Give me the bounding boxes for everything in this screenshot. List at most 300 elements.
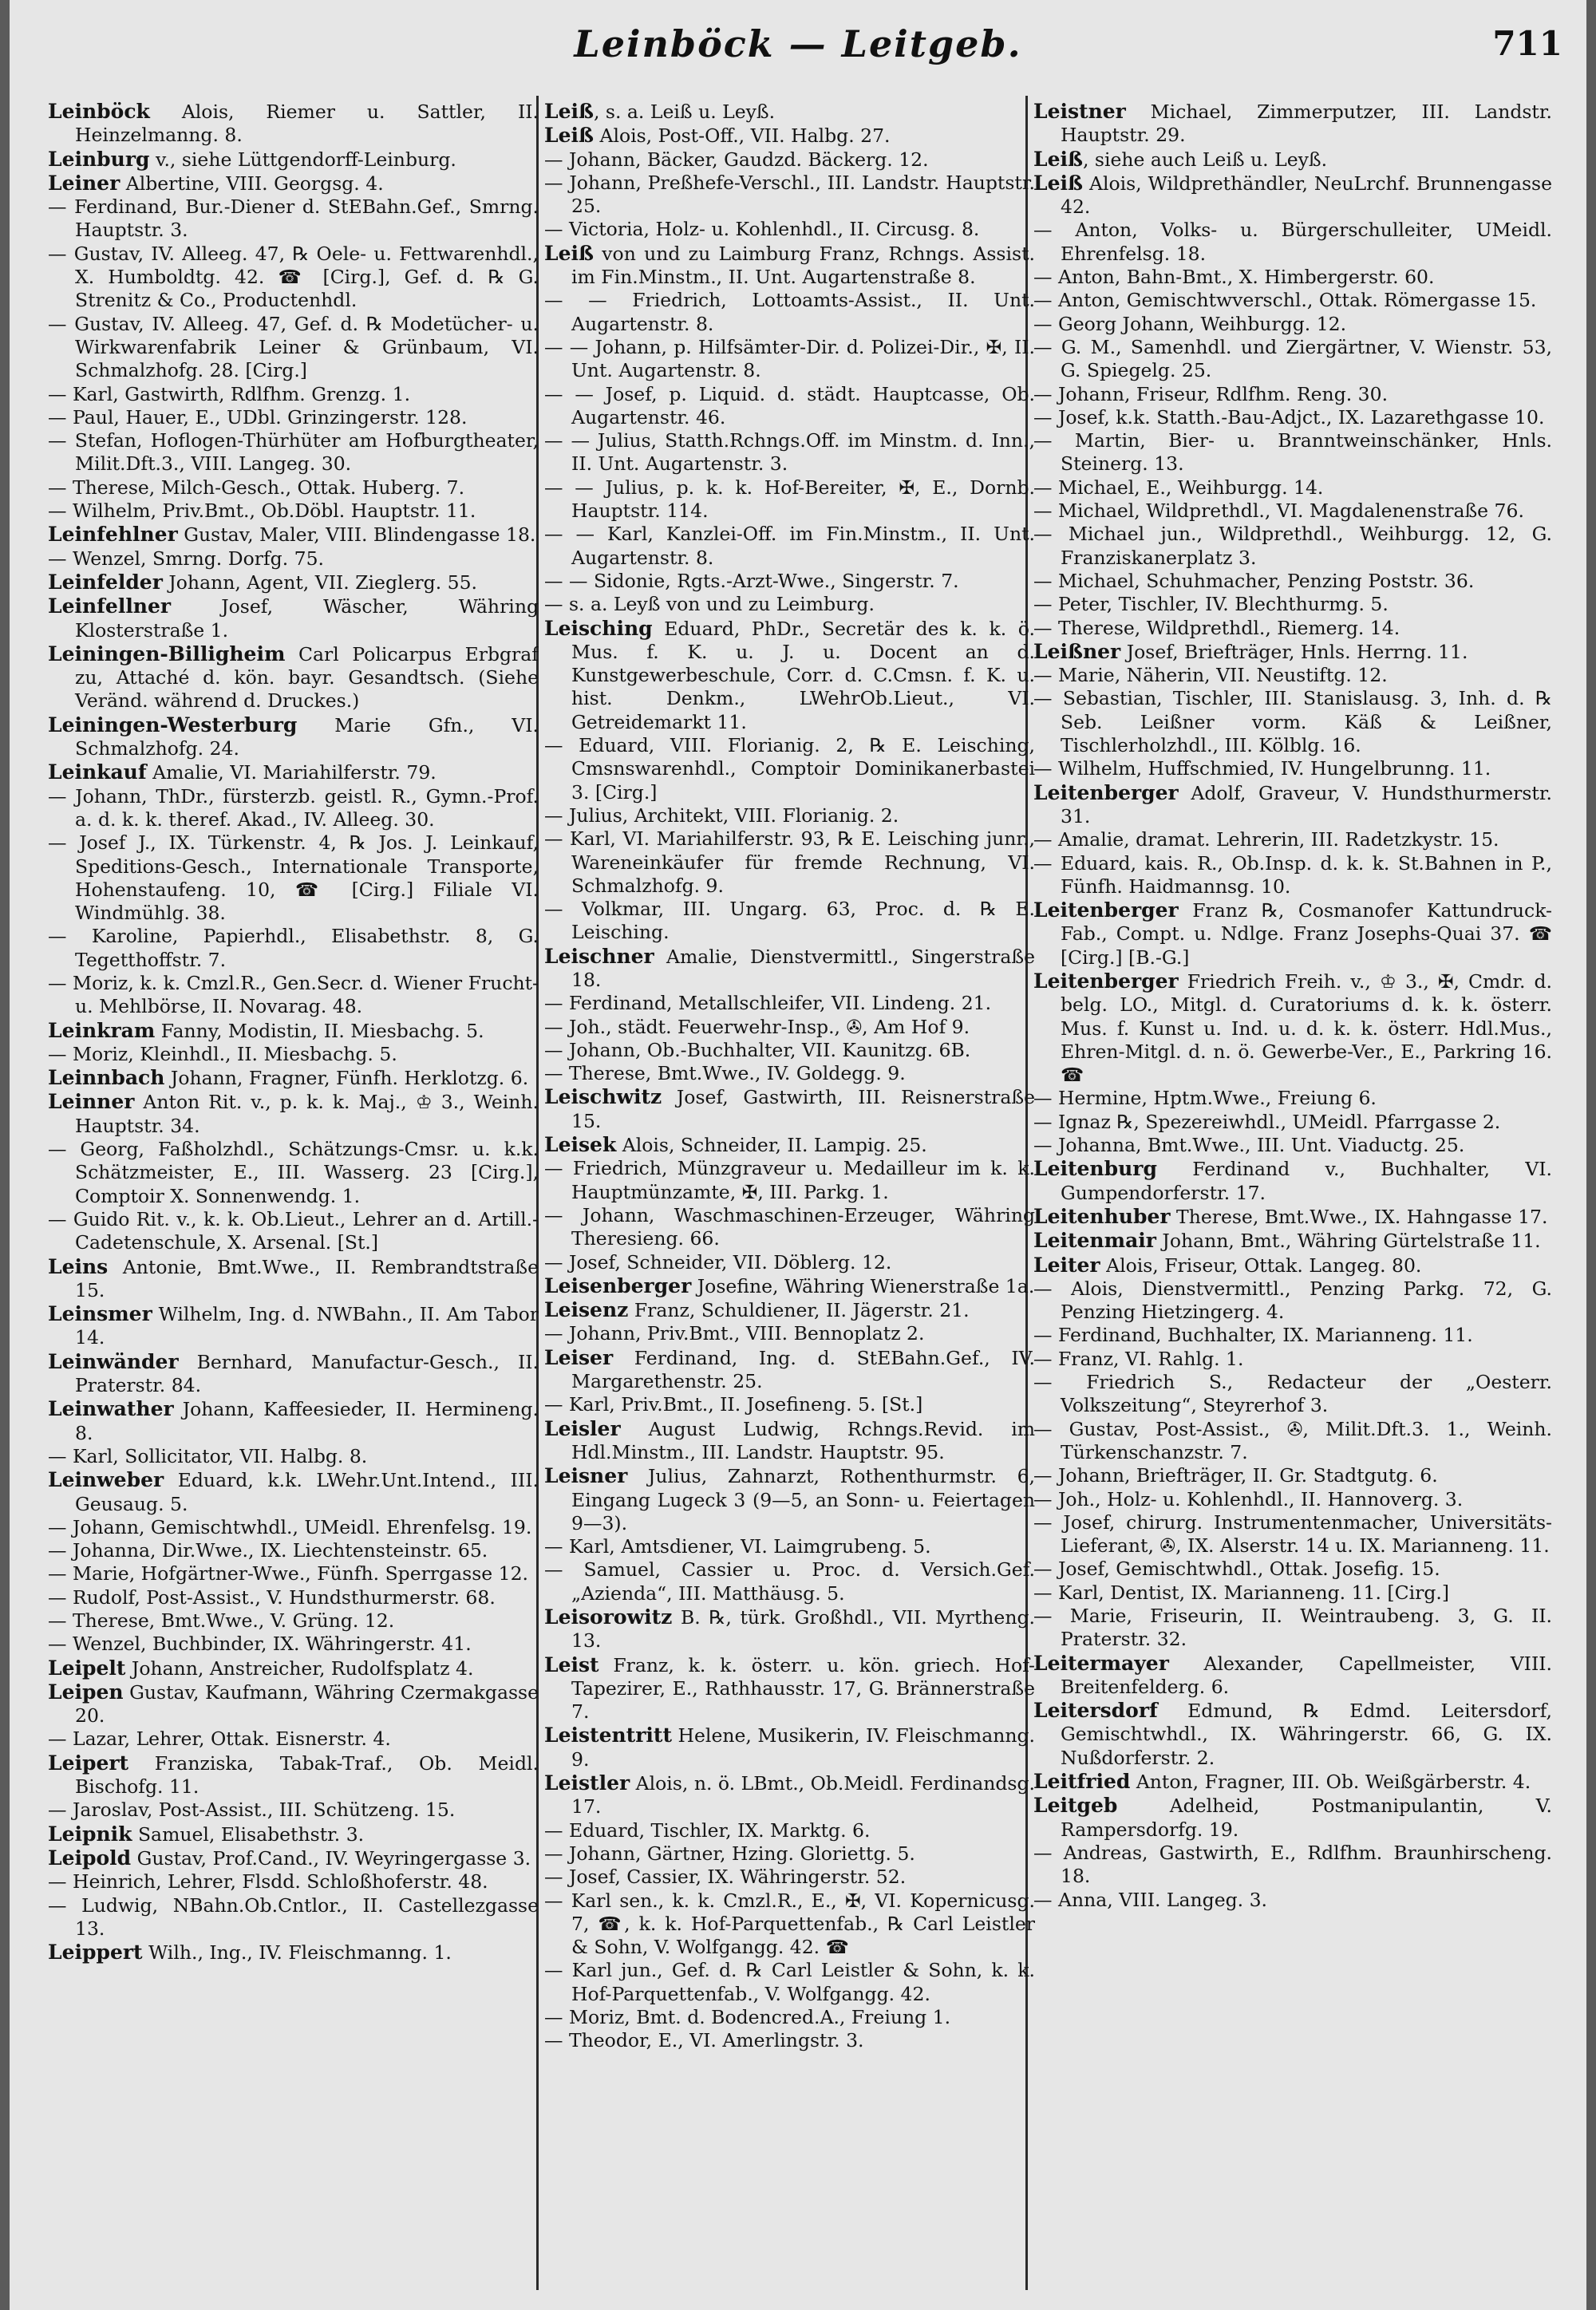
directory-entry (544, 1535, 1035, 1558)
directory-entry (1033, 593, 1552, 616)
directory-entry (1033, 1205, 1552, 1229)
directory-entry (1033, 1371, 1552, 1418)
entry-details: — Moriz, k. k. Cmzl.R., Gen.Secr. d. Wiener Frucht- u. Mehlbörse, II. Novarag. 48. (48, 971, 539, 1018)
entry-details: — Marie, Hofgärtner-Wwe., Fünfh. Sperrgasse 12. (48, 1562, 529, 1585)
entry-details: — Therese, Milch-Gesch., Ottak. Huberg. 7. (48, 476, 465, 499)
directory-entry (1033, 219, 1552, 266)
directory-entry (48, 1870, 539, 1893)
entry-details: — — Sidonie, Rgts.-Arzt-Wwe., Singerstr. 7. (544, 569, 959, 592)
entry-details: Albertine, VIII. Georgsg. 4. (125, 172, 384, 195)
entry-details: — Johann, Priv.Bmt., VIII. Bennoplatz 2. (544, 1322, 925, 1345)
entry-details: — Michael, Wildprethdl., VI. Magdalenenstraße 76. (1033, 500, 1524, 523)
directory-entry (1033, 172, 1552, 219)
directory-entry (544, 1819, 1035, 1842)
entry-details: — Josef, Gemischtwhdl., Ottak. Josefig. 15. (1033, 1558, 1440, 1581)
entry-details: — Michael, E., Weihburgg. 14. (1033, 476, 1324, 499)
directory-entry (48, 243, 539, 313)
directory-entry (1033, 898, 1552, 969)
entry-details: — Theodor, E., VI. Amerlingstr. 3. (544, 2029, 864, 2052)
entry-details: — Wenzel, Smrng. Dorfg. 75. (48, 547, 325, 570)
directory-entry (48, 713, 539, 761)
directory-entry (544, 476, 1035, 523)
entry-details: — Karl, Dentist, IX. Marianneng. 11. [Cirg.] (1033, 1581, 1450, 1604)
entry-details: — Gustav, IV. Alleeg. 47, ℞ Oele- u. Fettwarenhdl., X. Humboldtg. 42. ☎ [Cirg.], Gef. d. ℞ G. Strenitz & Co., Productenhdl. (48, 242, 539, 312)
entry-details: — Josef, Cassier, IX. Währingerstr. 52. (544, 1866, 907, 1889)
entry-details: — Martin, Bier- u. Branntweinschänker, Hnls. Steinerg. 13. (1033, 429, 1552, 476)
directory-entry (544, 1016, 1035, 1039)
entry-surname: Leisenberger (544, 1273, 692, 1297)
entry-details: — Paul, Hauer, E., UDbl. Grinzingerstr. 128. (48, 405, 468, 428)
entry-surname: Leinweber (48, 1468, 164, 1492)
entry-details: — Karl sen., k. k. Cmzl.R., E., ✠, VI. Kopernicusg. 7, ☎, k. k. Hof-Parquettenfab., ℞ Carl Leistler & Sohn, V. Wolfgangg. 42. ☎ (544, 1889, 1035, 1959)
entry-details: — Johann, ThDr., fürsterzb. geistl. R., Gymn.-Prof. a. d. k. k. theref. Akad., IV. Alleeg. 30. (48, 784, 539, 831)
directory-entry (48, 760, 539, 784)
directory-entry (544, 1417, 1035, 1465)
directory-entry (1033, 757, 1552, 780)
entry-surname: Leiß (1033, 171, 1083, 195)
directory-entry (544, 1605, 1035, 1653)
directory-entry (1033, 148, 1552, 172)
entry-surname: Leiter (1033, 1253, 1100, 1277)
entry-details: Franz, Schuldiener, II. Jägerstr. 21. (634, 1299, 970, 1322)
directory-entry (544, 945, 1035, 993)
directory-entry (1033, 664, 1552, 687)
directory-page (10, 0, 1586, 2310)
entry-details: — Lazar, Lehrer, Ottak. Eisnerstr. 4. (48, 1728, 391, 1751)
directory-entry (544, 1842, 1035, 1866)
entry-details: — Johann, Gärtner, Hzing. Gloriettg. 5. (544, 1842, 915, 1865)
entry-details: — — Julius, p. k. k. Hof-Bereiter, ✠, E., Dornb. Hauptstr. 114. (544, 476, 1035, 523)
directory-entry (544, 383, 1035, 430)
directory-entry (1033, 1324, 1552, 1347)
directory-entry (48, 1799, 539, 1822)
directory-entry (544, 2029, 1035, 2052)
entry-details: — Anton, Bahn-Bmt., X. Himbergerstr. 60. (1033, 266, 1435, 289)
entry-details: Therese, Bmt.Wwe., IX. Hahngasse 17. (1176, 1205, 1548, 1228)
entry-details: — Marie, Friseurin, II. Weintraubeng. 3, G. II. Praterstr. 32. (1033, 1605, 1552, 1651)
directory-entry (544, 1274, 1035, 1298)
entry-surname: Leiner (48, 171, 120, 195)
entry-details: — Wilhelm, Huffschmied, IV. Hungelbrunng. 11. (1033, 757, 1491, 780)
entry-details: — Friedrich S., Redacteur der „Oesterr. Volkszeitung“, Steyrerhof 3. (1033, 1371, 1552, 1417)
directory-entry (48, 1586, 539, 1609)
entry-details: Gustav, Prof.Cand., IV. Weyringergasse 3. (136, 1846, 531, 1870)
page-number: 711 (1492, 24, 1562, 63)
entry-surname: Leiningen-Billigheim (48, 642, 286, 665)
directory-entry (544, 1062, 1035, 1085)
entry-surname: Leipert (48, 1751, 129, 1775)
directory-entry (544, 124, 1035, 148)
entry-details: — Therese, Bmt.Wwe., V. Grüng. 12. (48, 1609, 395, 1632)
entry-details: Johann, Fragner, Fünfh. Herklotzg. 6. (170, 1067, 529, 1090)
entry-details: — Karl, VI. Mariahilferstr. 93, ℞ E. Leisching junr., Wareneinkäufer für fremde Rechnung, VI. Schmalzhofg. 9. (544, 827, 1035, 897)
directory-entry (1033, 1254, 1552, 1277)
entry-details: Alois, Post-Off., VII. Halbg. 27. (599, 124, 891, 148)
entry-surname: Leitenberger (1033, 898, 1179, 922)
directory-entry (544, 593, 1035, 616)
entry-details: Franz ℞, Cosmanofer Kattundruck-Fab., Compt. u. Ndlge. Franz Josephs-Quai 37. ☎ [Cirg.] [B.-G.] (1061, 899, 1552, 969)
entry-details: Wilhelm, Ing. d. NWBahn., II. Am Tabor 14. (75, 1303, 539, 1349)
entry-details: Edmund, ℞ Edmd. Leitersdorf, Gemischtwhdl., IX. Währingerstr. 66, G. IX. Nußdorferstr. 2. (1061, 1700, 1552, 1769)
entry-details: — Ferdinand, Buchhalter, IX. Marianneng. 11. (1033, 1324, 1473, 1347)
entry-surname: Leipold (48, 1846, 132, 1870)
directory-entry (544, 1724, 1035, 1771)
entry-details: — Ferdinand, Metallschleifer, VII. Lindeng. 21. (544, 992, 992, 1015)
entry-surname: Leisching (544, 616, 653, 640)
entry-details: — Peter, Tischler, IV. Blechthurmg. 5. (1033, 593, 1389, 616)
entry-surname: Leitenburg (1033, 1157, 1157, 1181)
directory-entry (544, 289, 1035, 336)
entry-details: Anton, Fragner, III. Ob. Weißgärberstr. 4. (1136, 1771, 1531, 1794)
directory-entry (544, 172, 1035, 219)
entry-details: Ferdinand v., Buchhalter, VI. Gumpendorferstr. 17. (1061, 1158, 1552, 1204)
entry-details: — Johann, Ob.-Buchhalter, VII. Kaunitzg. 6B. (544, 1038, 971, 1061)
entry-surname: Leischner (544, 944, 654, 968)
directory-entry (1033, 852, 1552, 899)
directory-entry (48, 1019, 539, 1043)
entry-details: — Guido Rit. v., k. k. Ob.Lieut., Lehrer an d. Artill.-Cadetenschule, X. Arsenal. [St.] (48, 1207, 539, 1254)
entry-details: — Josef, k.k. Statth.-Bau-Adjct., IX. Lazarethgasse 10. (1033, 405, 1545, 428)
entry-surname: Leiningen-Westerburg (48, 713, 298, 736)
directory-entry (48, 785, 539, 832)
entry-details: — Joh., städt. Feuerwehr-Insp., ✇, Am Hof 9. (544, 1015, 970, 1038)
running-head: Leinböck — Leitgeb. (574, 22, 1022, 65)
entry-surname: Leipelt (48, 1656, 126, 1680)
entry-details: — Jaroslav, Post-Assist., III. Schützeng. 15. (48, 1799, 456, 1822)
directory-entry (1033, 1418, 1552, 1465)
entry-surname: Leinkram (48, 1018, 156, 1042)
entry-surname: Leippert (48, 1941, 143, 1964)
entry-surname: Leins (48, 1254, 109, 1278)
directory-entry (48, 1066, 539, 1090)
directory-entry (48, 383, 539, 406)
entry-details: Friedrich Freih. v., ♔ 3., ✠, Cmdr. d. belg. LO., Mitgl. d. Curatoriums d. k. k. österr. Mus. f. Kunst u. Ind. u. d. k. k. österr. Hdl.Mus., Ehren-Mitgl. d. n. ö. Gewerbe-Ver., E., Parkring 16. ☎ (1061, 969, 1552, 1087)
directory-entry (48, 1445, 539, 1468)
directory-entry (1033, 640, 1552, 664)
column-3 (1033, 100, 1552, 2290)
directory-entry (544, 242, 1035, 290)
entry-details: — Sebastian, Tischler, III. Stanislausg. 3, Inh. d. ℞ Seb. Leißner vorm. Käß & Leißner, Tischlerholzhdl., III. Kölblg. 16. (1033, 687, 1552, 757)
entry-details: — — Josef, p. Liquid. d. städt. Hauptcasse, Ob. Augartenstr. 46. (544, 382, 1035, 428)
entry-details: — Johann, Gemischtwhdl., UMeidl. Ehrenfelsg. 19. (48, 1515, 532, 1538)
entry-details: Helene, Musikerin, IV. Fleischmanng. 9. (571, 1724, 1035, 1771)
directory-entry (544, 827, 1035, 898)
entry-details: — Josef J., IX. Türkenstr. 4, ℞ Jos. J. Leinkauf, Speditions-Gesch., Internationale Transporte, Hohenstaufeng. 10, ☎ [Cirg.] Filiale VI. Windmühlg. 38. (48, 831, 539, 925)
entry-details: Gustav, Kaufmann, Währing Czermakgasse 20. (75, 1680, 539, 1728)
entry-details: Eduard, k.k. LWehr.Unt.Intend., III. Geusaug. 5. (75, 1469, 539, 1515)
directory-entry (1033, 1581, 1552, 1605)
entry-details: Marie Gfn., VI. Schmalzhofg. 24. (75, 713, 539, 760)
entry-surname: Leißner (1033, 639, 1121, 663)
entry-surname: Leinsmer (48, 1302, 152, 1326)
entry-details: — Gustav, Post-Assist., ✇, Milit.Dft.3. 1., Weinh. Türkenschanzstr. 7. (1033, 1417, 1552, 1463)
directory-entry (1033, 1087, 1552, 1110)
entry-details: — Hermine, Hptm.Wwe., Freiung 6. (1033, 1087, 1377, 1110)
entry-details: B. ℞, türk. Großhdl., VII. Myrtheng. 13. (571, 1606, 1035, 1653)
directory-entry (48, 571, 539, 594)
entry-details: — Franz, VI. Rahlg. 1. (1033, 1347, 1244, 1370)
entry-details: Michael, Zimmerputzer, III. Landstr. Hauptstr. 29. (1061, 101, 1552, 147)
directory-entry (48, 642, 539, 713)
entry-details: Alois, Schneider, II. Lampig. 25. (622, 1134, 927, 1157)
entry-surname: Leitermayer (1033, 1651, 1169, 1675)
entry-details: — Moriz, Kleinhdl., II. Miesbachg. 5. (48, 1042, 397, 1065)
entry-details: — Wilhelm, Priv.Bmt., Ob.Döbl. Hauptstr. 11. (48, 500, 476, 523)
directory-entry (1033, 266, 1552, 289)
directory-entry (1033, 828, 1552, 851)
directory-entry (48, 547, 539, 571)
directory-entry (48, 594, 539, 642)
entry-details: — Stefan, Hoflogen-Thürhüter am Hofburgtheater, Milit.Dft.3., VIII. Langeg. 30. (48, 429, 539, 476)
directory-entry (544, 1157, 1035, 1204)
directory-entry (48, 313, 539, 383)
entry-details: — Victoria, Holz- u. Kohlenhdl., II. Circusg. 8. (544, 218, 980, 241)
entry-details: Johann, Bmt., Währing Gürtelstraße 11. (1162, 1230, 1541, 1253)
entry-details: Samuel, Elisabethstr. 3. (137, 1822, 365, 1846)
directory-entry (1033, 476, 1552, 500)
entry-details: — Ludwig, NBahn.Ob.Cntlor., II. Castellezgasse 13. (48, 1893, 539, 1940)
directory-entry (544, 1959, 1035, 2006)
entry-surname: Leistler (544, 1771, 630, 1795)
directory-entry (544, 1204, 1035, 1251)
directory-entry (544, 1653, 1035, 1724)
directory-entry (544, 898, 1035, 945)
entry-surname: Leitfried (1033, 1770, 1131, 1794)
directory-entry (544, 1133, 1035, 1157)
entry-surname: Leinfehlner (48, 523, 178, 547)
directory-entry (544, 617, 1035, 734)
directory-entry (48, 1728, 539, 1751)
directory-entry (1033, 289, 1552, 312)
entry-details: Johann, Agent, VII. Zieglerg. 55. (168, 571, 478, 594)
directory-entry (544, 148, 1035, 172)
entry-surname: Leisorowitz (544, 1605, 673, 1629)
directory-entry (544, 1558, 1035, 1605)
entry-details: Bernhard, Manufactur-Gesch., II. Praterstr. 84. (75, 1350, 539, 1397)
directory-entry (1033, 336, 1552, 383)
directory-entry (1033, 969, 1552, 1087)
entry-surname: Leitenberger (1033, 780, 1179, 804)
directory-entry (48, 1846, 539, 1870)
directory-entry (48, 1397, 539, 1445)
entry-details: — Ignaz ℞, Spezereiwhdl., UMeidl. Pfarrgasse 2. (1033, 1110, 1501, 1133)
directory-entry (1033, 523, 1552, 570)
entry-details: — Eduard, VIII. Florianig. 2, ℞ E. Leisching, Cmsnswarenhdl., Comptoir Dominikanerbastei 3. [Cirg.] (544, 734, 1035, 804)
entry-surname: Leinner (48, 1090, 135, 1114)
directory-entry (1033, 1558, 1552, 1581)
directory-entry (48, 972, 539, 1019)
entry-details: — Karl, Sollicitator, VII. Halbg. 8. (48, 1444, 368, 1467)
entry-surname: Leinwänder (48, 1349, 179, 1373)
entry-details: — Johann, Bäcker, Gaudzd. Bäckerg. 12. (544, 148, 929, 171)
entry-surname: Leischwitz (544, 1085, 662, 1109)
directory-entry (48, 1656, 539, 1680)
directory-entry (1033, 500, 1552, 523)
directory-entry (48, 1208, 539, 1255)
directory-entry (1033, 383, 1552, 406)
entry-details: Antonie, Bmt.Wwe., II. Rembrandtstraße 15. (75, 1255, 539, 1301)
entry-details: Carl Policarpus Erbgraf zu, Attaché d. kön. bayr. Gesandtsch. (Siehe Veränd. während d. Druckes.) (75, 642, 539, 713)
directory-entry (48, 1822, 539, 1846)
entry-surname: Leinkauf (48, 760, 147, 784)
entry-details: , s. a. Leiß u. Leyß. (593, 101, 776, 123)
entry-surname: Leitenmair (1033, 1229, 1156, 1253)
entry-surname: Leisner (544, 1464, 628, 1488)
entry-details: — Michael, Schuhmacher, Penzing Poststr. 36. (1033, 569, 1475, 592)
entry-surname: Leipnik (48, 1822, 132, 1846)
directory-entry (1033, 406, 1552, 429)
entry-details: von und zu Laimburg Franz, Rchngs. Assist. im Fin.Minstm., II. Unt. Augartenstraße 8. (571, 242, 1035, 289)
entry-surname: Leistentritt (544, 1724, 672, 1747)
directory-entry (1033, 1605, 1552, 1652)
entry-surname: Leiß (1033, 147, 1083, 171)
directory-entry (48, 1609, 539, 1633)
entry-details: , siehe auch Leiß u. Leyß. (1082, 148, 1328, 171)
entry-details: — Therese, Wildprethdl., Riemerg. 14. (1033, 616, 1400, 639)
directory-entry (48, 1516, 539, 1539)
entry-surname: Leinburg (48, 147, 150, 171)
directory-entry (544, 1346, 1035, 1394)
directory-entry (544, 1866, 1035, 1889)
directory-entry (1033, 1699, 1552, 1770)
entry-details: — Wenzel, Buchbinder, IX. Währingerstr. 41. (48, 1633, 472, 1656)
directory-entry (544, 100, 1035, 124)
entry-details: Ferdinand, Ing. d. StEBahn.Gef., IV. Margarethenstr. 25. (571, 1346, 1035, 1393)
directory-entry (1033, 1511, 1552, 1558)
entry-surname: Leinnbach (48, 1066, 165, 1090)
directory-entry (48, 195, 539, 243)
entry-details: — G. M., Samenhdl. und Ziergärtner, V. Wienstr. 53, G. Spiegelg. 25. (1033, 335, 1552, 382)
entry-details: — Joh., Holz- u. Kohlenhdl., II. Hannoverg. 3. (1033, 1487, 1464, 1510)
entry-surname: Leitenberger (1033, 969, 1179, 993)
directory-entry (1033, 1794, 1552, 1842)
entry-details: Josef, Wäscher, Währing Klosterstraße 1. (75, 595, 539, 642)
entry-details: — Johann, Briefträger, II. Gr. Stadtgutg. 6. (1033, 1464, 1438, 1487)
entry-details: Josef, Briefträger, Hnls. Herrng. 11. (1126, 640, 1468, 663)
entry-details: Adelheid, Postmanipulantin, V. Rampersdorfg. 19. (1061, 1795, 1552, 1841)
directory-entry (1033, 1134, 1552, 1157)
entry-details: Johann, Anstreicher, Rudolfsplatz 4. (131, 1656, 474, 1680)
entry-details: — Johanna, Dir.Wwe., IX. Liechtensteinstr. 65. (48, 1539, 488, 1562)
entry-surname: Leitenhuber (1033, 1204, 1171, 1228)
directory-entry (48, 1941, 539, 1964)
directory-entry (48, 1562, 539, 1585)
directory-entry (1033, 687, 1552, 757)
entry-surname: Leinfellner (48, 594, 172, 618)
entry-details: — Marie, Näherin, VII. Neustiftg. 12. (1033, 664, 1388, 687)
entry-details: Amalie, VI. Mariahilferstr. 79. (152, 761, 437, 784)
directory-entry (544, 1251, 1035, 1274)
entry-surname: Leinwather (48, 1397, 174, 1421)
entry-details: — Michael jun., Wildprethdl., Weihburgg. 12, G. Franziskanerplatz 3. (1033, 523, 1552, 569)
entry-details: Wilh., Ing., IV. Fleischmanng. 1. (148, 1941, 452, 1964)
entry-details: — Karl, Gastwirth, Rdlfhm. Grenzg. 1. (48, 382, 411, 405)
entry-details: v., siehe Lüttgendorff-Leinburg. (155, 148, 456, 171)
entry-details: — Josef, chirurg. Instrumentenmacher, Universitäts-Lieferant, ✇, IX. Alserstr. 14 u. IX. Marianneng. 11. (1033, 1510, 1552, 1558)
entry-details: — Karl, Amtsdiener, VI. Laimgrubeng. 5. (544, 1535, 931, 1558)
directory-entry (1033, 570, 1552, 593)
entry-details: — Karoline, Papierhdl., Elisabethstr. 8, G. Tegetthoffstr. 7. (48, 925, 539, 971)
entry-surname: Leiß (544, 100, 594, 123)
entry-surname: Leiß (544, 124, 594, 148)
entry-details: — — Johann, p. Hilfsämter-Dir. d. Polizei-Dir., ✠, II. Unt. Augartenstr. 8. (544, 335, 1035, 382)
entry-details: — Karl, Priv.Bmt., II. Josefineng. 5. [St.] (544, 1393, 923, 1416)
directory-entry (1033, 1229, 1552, 1253)
entry-details: — Therese, Bmt.Wwe., IV. Goldegg. 9. (544, 1062, 906, 1085)
directory-entry (48, 148, 539, 172)
entry-details: Franz, k. k. österr. u. kön. griech. Hof-Tapezirer, E., Rathhausstr. 17, G. Brännerstraße 7. (571, 1653, 1035, 1724)
directory-entry (48, 1751, 539, 1799)
entry-details: — Anton, Gemischtwverschl., Ottak. Römergasse 15. (1033, 289, 1537, 312)
entry-details: Julius, Zahnarzt, Rothenthurmstr. 6, Eingang Lugeck 3 (9—5, an Sonn- u. Feiertagen 9—3). (571, 1465, 1035, 1534)
directory-entry (544, 1039, 1035, 1062)
directory-entry (544, 1464, 1035, 1535)
directory-entry (1033, 1770, 1552, 1794)
directory-entry (1033, 1277, 1552, 1325)
entry-details: — Johann, Preßhefe-Verschl., III. Landstr. Hauptstr. 25. (544, 171, 1035, 218)
entry-details: — Johanna, Bmt.Wwe., III. Unt. Viaductg. 25. (1033, 1134, 1465, 1157)
entry-details: — Rudolf, Post-Assist., V. Hundsthurmerstr. 68. (48, 1585, 496, 1609)
directory-entry (48, 1302, 539, 1350)
entry-surname: Leisek (544, 1133, 617, 1157)
directory-entry (544, 1393, 1035, 1416)
entry-surname: Leinböck (48, 100, 150, 123)
entry-details: — Georg Johann, Weihburgg. 12. (1033, 312, 1347, 335)
entry-details: Fanny, Modistin, II. Miesbachg. 5. (160, 1019, 484, 1042)
directory-entry (544, 1085, 1035, 1133)
directory-entry (544, 804, 1035, 827)
directory-entry (48, 1043, 539, 1066)
entry-surname: Leisenz (544, 1298, 629, 1322)
entry-details: Alois, Riemer u. Sattler, II. Heinzelmanng. 8. (75, 101, 539, 147)
directory-entry (48, 100, 539, 148)
entry-details: — Anna, VIII. Langeg. 3. (1033, 1888, 1268, 1911)
entry-details: — Anton, Volks- u. Bürgerschulleiter, UMeidl. Ehrenfelsg. 18. (1033, 219, 1552, 265)
directory-entry (48, 1680, 539, 1728)
directory-entry (1033, 1842, 1552, 1889)
directory-entry (1033, 1652, 1552, 1700)
directory-entry (1033, 781, 1552, 829)
directory-entry (1033, 1464, 1552, 1487)
entry-details: Alexander, Capellmeister, VIII. Breitenfelderg. 6. (1061, 1652, 1552, 1698)
directory-entry (544, 992, 1035, 1015)
directory-entry (48, 1539, 539, 1562)
directory-entry (48, 476, 539, 500)
directory-entry (544, 1889, 1035, 1960)
directory-entry (1033, 1111, 1552, 1134)
entry-details: Amalie, Dienstvermittl., Singerstraße 18. (571, 945, 1035, 991)
directory-entry (48, 406, 539, 429)
directory-entry (1033, 313, 1552, 336)
entry-details: — Alois, Dienstvermittl., Penzing Parkg. 72, G. Penzing Hietzingerg. 4. (1033, 1277, 1552, 1324)
directory-entry (48, 1350, 539, 1398)
entry-details: Gustav, Maler, VIII. Blindengasse 18. (184, 523, 536, 547)
column-1 (48, 100, 539, 2290)
directory-entry (544, 336, 1035, 383)
directory-entry (1033, 617, 1552, 640)
entry-surname: Leipen (48, 1680, 124, 1704)
directory-entry (48, 429, 539, 476)
entry-details: — Eduard, Tischler, IX. Marktg. 6. (544, 1818, 871, 1842)
directory-entry (544, 1771, 1035, 1819)
entry-details: — Eduard, kais. R., Ob.Insp. d. k. k. St.Bahnen in P., Fünfh. Haidmannsg. 10. (1033, 851, 1552, 898)
entry-details: Alois, Friseur, Ottak. Langeg. 80. (1106, 1254, 1422, 1277)
directory-entry (48, 500, 539, 523)
directory-entry (48, 1255, 539, 1303)
entry-details: Franziska, Tabak-Traf., Ob. Meidl. Bischofg. 11. (75, 1751, 539, 1799)
directory-entry (1033, 1488, 1552, 1511)
entry-surname: Leitgeb (1033, 1794, 1118, 1818)
